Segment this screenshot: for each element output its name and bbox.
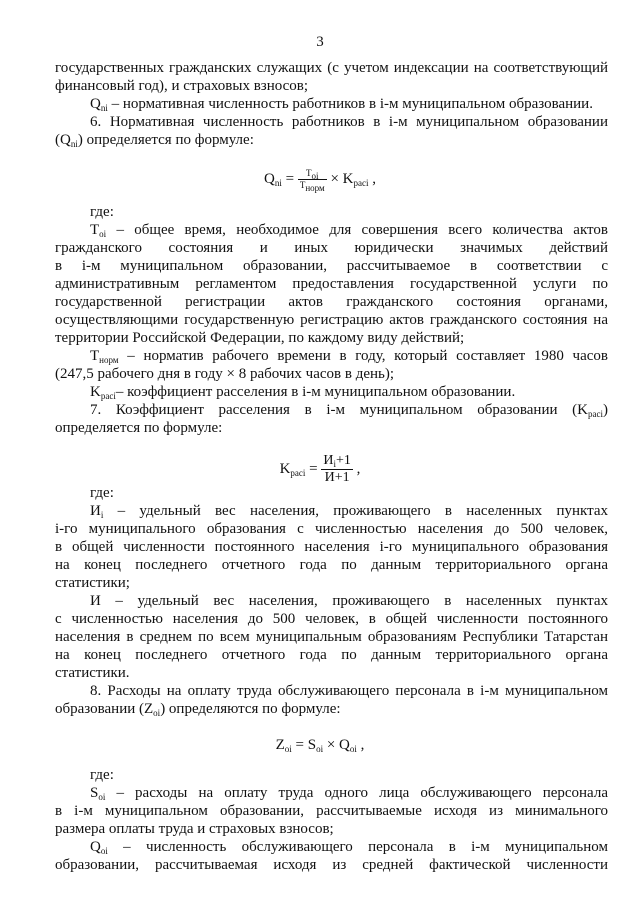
text-gde: где: [90, 204, 114, 220]
text-line: образовании, рассчитываемая исходя из средней фактической численности [55, 857, 608, 873]
text-line: государственной регистрации актов гражданского состояния органами, [55, 294, 608, 310]
text-line: определяется по формуле: [55, 420, 223, 436]
text-line: осуществляющими государственную регистрацию актов гражданского состояния на [55, 312, 608, 328]
text-line: образовании $(Z_{oi})$ определяются по формуле: [55, 701, 341, 718]
text-line: $Q_{ni}$ – нормативная численность работников в i-м муниципальном образовании. [90, 96, 593, 113]
text-line: (247,5 рабочего дня в году × 8 рабочих часов в день); [55, 366, 395, 382]
text-line: статистики. [55, 665, 130, 681]
text-line: i-го муниципального образования с численностью населения до 500 человек, [55, 521, 608, 537]
text-line: гражданского состояния и иных юридически значимых действий [55, 240, 608, 256]
page-number: 3 [316, 34, 324, 50]
formula-zoi: $Z_{oi} = S_{oi} \times Q_{oi}$ , [275, 737, 365, 754]
text-line: статистики; [55, 575, 130, 591]
text-line: $S_{oi}$ – расходы на оплату труда одного лица обслуживающего персонала [90, 785, 608, 802]
paragraph-6: 6. Нормативная численность работников в i-м муниципальном образовании [90, 114, 608, 130]
text-line: в общей численности постоянного населения i-го муниципального образования [55, 539, 608, 555]
formula-qni: $Q_{ni}$ = $\frac{T_{oi}}{T_{норм}}$ × $K_{расi}$ , [263, 168, 376, 193]
text-line: государственных гражданских служащих (с учетом индексации на соответствующий [55, 60, 608, 76]
paragraph-8: 8. Расходы на оплату труда обслуживающего персонала в i-м муниципальном [90, 683, 608, 699]
text-line: $Q_{oi}$ – численность обслуживающего персонала в i-м муниципальном [90, 839, 608, 856]
text-line: административным регламентом предоставления государственной услуги по [55, 276, 608, 292]
text-line: финансовый год), и страховых взносов; [55, 78, 309, 94]
formula-kras: $K_{расi}$ = $\frac{И_i+1}{И+1}$ , [279, 453, 361, 485]
text-line: населения в среднем по всем муниципальным образованиям Республики Татарстан [55, 629, 608, 645]
text-line: в i-м муниципальном образовании, рассчитываемое в соответствии с [55, 258, 608, 274]
paragraph-7: 7. Коэффициент расселения в i-м муниципальном образовании $(K_{расi})$ [90, 402, 608, 419]
text-line: $K_{расi}-$ коэффициент расселения в i-м муниципальном образовании. [90, 384, 516, 401]
text-line: $T_{норм}$ – норматив рабочего времени в году, который составляет 1980 часов [90, 348, 608, 365]
text-line: $T_{oi}$ – общее время, необходимое для совершения всего количества актов [90, 222, 608, 239]
text-line: $(Q_{ni})$ определяется по формуле: [55, 132, 254, 149]
text-gde: где: [90, 767, 114, 783]
text-line: И – удельный вес населения, проживающего в населенных пунктах [90, 593, 608, 609]
text-line: на конец последнего отчетного года по данным территориального органа [55, 557, 608, 573]
text-line: территории Российской Федерации, по каждому виду действий; [55, 330, 465, 346]
text-line: $И_i$ – удельный вес населения, проживающего в населенных пунктах [90, 503, 608, 520]
text-line: на конец последнего отчетного года по данным территориального органа [55, 647, 608, 663]
text-line: размера оплаты труда и страховых взносов; [55, 821, 334, 837]
text-gde: где: [90, 485, 114, 501]
text-line: с численностью населения до 500 человек, в общей численности постоянного [55, 611, 608, 627]
text-line: в i-м муниципальном образовании, рассчитываемые исходя из минимального [55, 803, 608, 819]
